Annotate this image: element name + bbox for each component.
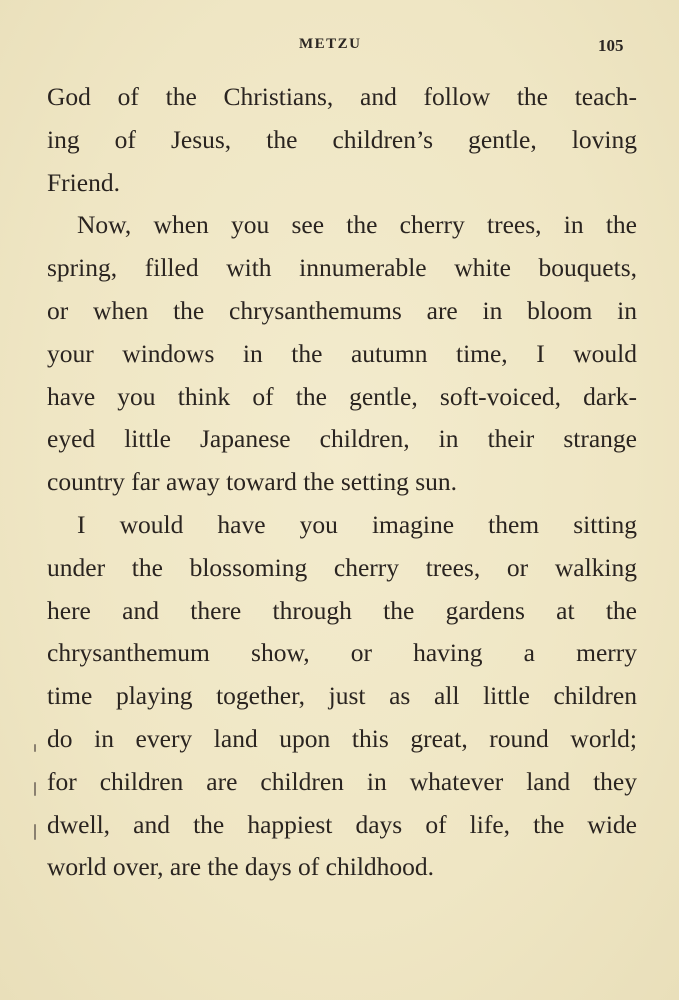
text-line: eyed little Japanese children, in their strange (47, 424, 637, 454)
page-number: 105 (598, 36, 624, 55)
text-line: dwell, and the happiest days of life, the wide (47, 809, 637, 839)
margin-mark (34, 744, 36, 752)
margin-mark (34, 824, 36, 840)
paragraph-3 (47, 504, 637, 889)
body-text (47, 76, 637, 889)
text-line: Now, when you see the cherry trees, in the (77, 210, 637, 240)
text-line: or when the chrysanthemums are in bloom in (47, 295, 637, 325)
margin-mark (34, 782, 36, 796)
text-line: here and there through the gardens at the (47, 595, 637, 625)
text-line: world over, are the days of childhood. (47, 852, 435, 882)
text-line: your windows in the autumn time, I would (47, 338, 637, 368)
text-line: for children are children in whatever land they (47, 766, 637, 796)
text-line: country far away toward the setting sun. (47, 467, 458, 497)
paragraph-1 (47, 76, 637, 204)
margin-marks (34, 740, 40, 850)
text-line: Friend. (47, 167, 120, 197)
text-line: I would have you imagine them sitting (77, 509, 637, 539)
text-line: ing of Jesus, the children’s gentle, loving (47, 124, 637, 154)
text-line: time playing together, just as all little children (47, 681, 637, 711)
running-title: METZU (299, 36, 362, 52)
text-line: God of the Christians, and follow the teach- (47, 82, 637, 111)
running-head (0, 36, 679, 60)
text-line: under the blossoming cherry trees, or walking (47, 552, 637, 582)
text-line: have you think of the gentle, soft-voiced, dark- (47, 381, 637, 411)
text-line: chrysanthemum show, or having a merry (47, 638, 637, 668)
text-line: spring, filled with innumerable white bouquets, (47, 253, 637, 283)
text-line: do in every land upon this great, round world; (47, 723, 637, 753)
paragraph-2 (47, 204, 637, 504)
